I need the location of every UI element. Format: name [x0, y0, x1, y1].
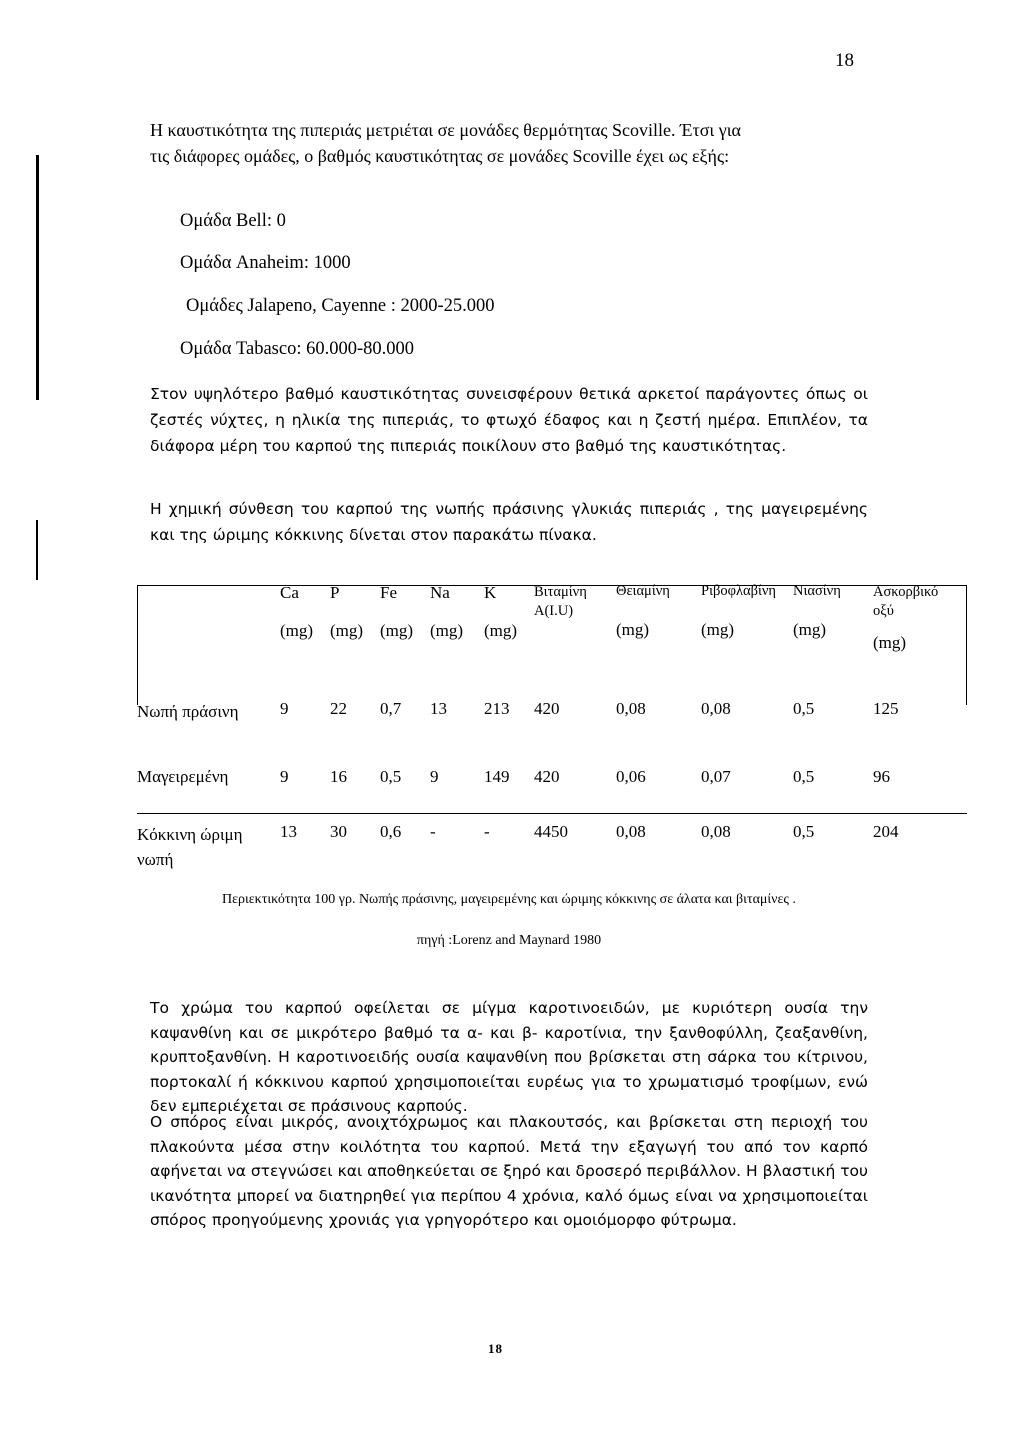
cell: 0,7 [380, 699, 402, 718]
page-number: 18 [835, 50, 854, 71]
factors-paragraph: Στον υψηλότερο βαθμό καυστικότητας συνεισφέρουν θετικά αρκετοί παράγοντες όπως οι ζεστές νύχτες, η ηλικία της πιπεριάς, το φτωχό έδαφος και η ζεστή ημέρα. Επιπλέον, τα διάφορα μέρη του καρπού της πιπεριάς ποικίλουν στο βαθμό της καυστικότητας. [150, 385, 868, 455]
cell: 9 [430, 767, 484, 813]
cell: 9 [280, 767, 330, 813]
composition-paragraph: Η χημική σύνθεση του καρπού της νωπής πράσινης γλυκιάς πιπεριάς , της μαγειρεμένης και της ώριμης κόκκινης δίνεται στον παρακάτω πίνακα. [150, 500, 868, 544]
cell: 0,08 [616, 821, 646, 841]
row-label-cooked: Μαγειρεμένη [137, 767, 280, 813]
cell: 0,5 [793, 767, 873, 813]
scan-margin-line-top [36, 155, 39, 400]
header-p: P (mg) [330, 583, 364, 640]
cell: 420 [534, 699, 560, 718]
cell: 0,08 [616, 699, 646, 718]
intro-line: τις διάφορες ομάδες, ο βαθμός καυστικότητας σε μονάδες Scoville έχει ως εξής: [150, 145, 730, 166]
cell: 0,5 [380, 767, 430, 813]
cell: 0,5 [793, 821, 815, 841]
table-row [137, 767, 967, 813]
cell: 213 [484, 699, 510, 718]
cell: 16 [330, 767, 380, 813]
header-k: K (mg) [484, 583, 518, 640]
cell: 9 [280, 699, 289, 718]
cell: 13 [280, 821, 297, 841]
row-label-fresh-green: Νωπή πράσινη [137, 702, 239, 721]
table-source: πηγή :Lorenz and Maynard 1980 [416, 933, 602, 948]
cell: 0,08 [701, 699, 731, 718]
cell: 0,08 [701, 821, 731, 841]
cell: 13 [430, 699, 447, 718]
header-vitamin-a: Βιταμίνη A(I.U) [534, 584, 587, 619]
header-na: Na (mg) [430, 583, 464, 640]
cell: 0,06 [616, 767, 701, 813]
cell: 149 [484, 767, 534, 813]
cell: 204 [873, 821, 899, 841]
cell: 0,6 [380, 821, 402, 841]
color-paragraph: Το χρώμα του καρπού οφείλεται σε μίγμα καροτινοειδών, με κυριότερη ουσία την καψανθίνη και σε μικρότερο βαθμό τα α- και β- καροτίνια, την ξανθοφύλλη, ζεαξανθίνη, κρυπτοξανθίνη. Η καροτινοειδής ουσία καψανθίνη που βρίσκεται στη σάρκα του κίτρινου, πορτοκαλί ή κόκκινου καρπού χρησιμοποιείται ευρέως για το χρωματισμό τροφίμων, ενώ δεν εμπεριέχεται σε πράσινους καρπούς. [150, 999, 868, 1115]
table-header-row [137, 583, 967, 699]
group-jalapeno-cayenne: Ομάδες Jalapeno, Cayenne : 2000-25.000 [186, 296, 495, 316]
header-fe: Fe (mg) [380, 583, 414, 640]
header-ascorbic-acid: Ασκορβικό οξύ (mg) [873, 584, 939, 652]
header-empty [137, 583, 280, 699]
cell: - [484, 821, 490, 841]
row-label-red-ripe: Κόκκινη ώριμη νωπή [137, 824, 243, 869]
scan-margin-line-bottom [36, 520, 38, 580]
seed-paragraph: Ο σπόρος είναι μικρός, ανοιχτόχρωμος και πλακουτσός, και βρίσκεται στη περιοχή του πλακούντα μέσα στην κοιλότητα του καρπού. Μετά την εξαγωγή του από τον καρπό αφήνεται να στεγνώσει και αποθηκεύεται σε ξηρό και δροσερό περιβάλλον. Η βλαστική του ικανότητα μπορεί να διατηρηθεί για περίπου 4 χρόνια, καλό όμως είναι να χρησιμοποιείται σπόρος προηγούμενης χρονιάς για γρηγορότερο και ομοιόμορφο φύτρωμα. [150, 1113, 868, 1229]
table-caption: Περιεκτικότητα 100 γρ. Νωπής πράσινης, μαγειρεμένης και ώριμης κόκκινης σε άλατα και βιταμίνες . [222, 892, 796, 907]
table-row [137, 813, 967, 873]
cell: - [430, 821, 436, 841]
header-niacin: Νιασίνη (mg) [793, 583, 841, 639]
cell: 22 [330, 699, 347, 718]
header-ca: Ca (mg) [280, 583, 314, 640]
cell: 0,5 [793, 699, 815, 718]
cell: 96 [873, 767, 967, 813]
header-thiamine: Θειαμίνη (mg) [616, 583, 670, 639]
cell: 125 [873, 699, 899, 718]
intro-line: Η καυστικότητα της πιπεριάς μετριέται σε μονάδες θερμότητας Scoville. Έτσι για [150, 120, 741, 140]
cell: 420 [534, 767, 616, 813]
group-tabasco: Ομάδα Tabasco: 60.000-80.000 [180, 339, 415, 359]
cell: 30 [330, 821, 347, 841]
footer-page-number: 18 [488, 1341, 503, 1356]
intro-paragraph [150, 118, 868, 169]
table-row [137, 699, 967, 767]
cell: 0,07 [701, 767, 793, 813]
cell: 4450 [534, 821, 568, 841]
group-anaheim: Ομάδα Anaheim: 1000 [180, 253, 351, 273]
header-riboflavin: Ριβοφλαβίνη (mg) [701, 583, 777, 639]
nutrient-table [137, 583, 967, 873]
group-bell: Ομάδα Bell: 0 [180, 211, 286, 231]
